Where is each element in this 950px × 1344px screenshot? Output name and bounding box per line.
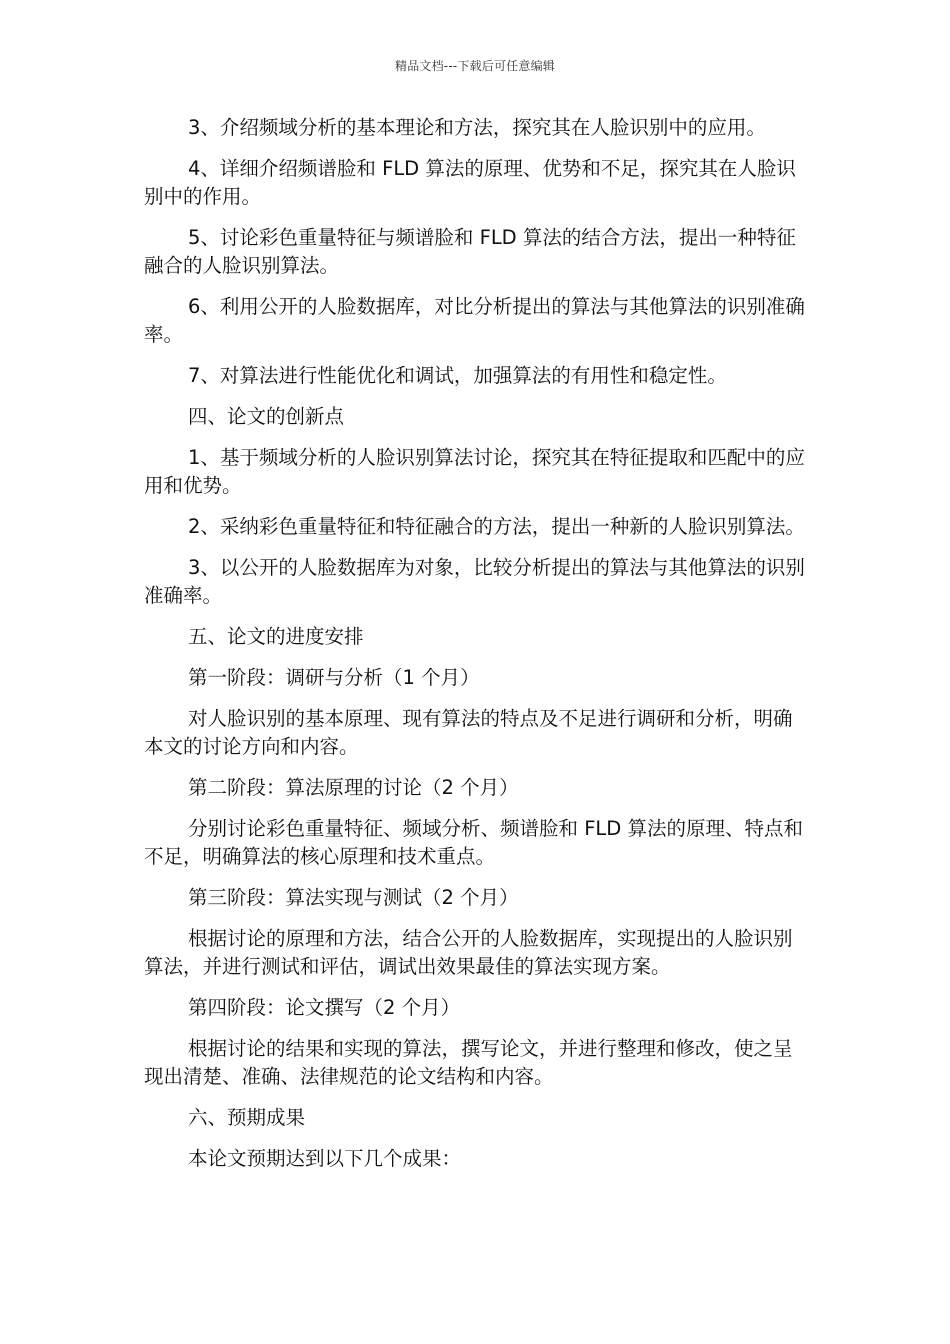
paragraph: 6、利用公开的人脸数据库，对比分析提出的算法与其他算法的识别准确率。: [144, 295, 805, 346]
stage-heading: 第四阶段：论文撰写（2 个月）: [188, 996, 461, 1019]
paragraph: 4、详细介绍频谱脸和 FLD 算法的原理、优势和不足，探究其在人脸识别中的作用。: [144, 157, 796, 208]
paragraph: 本论文预期达到以下几个成果：: [188, 1147, 462, 1170]
paragraph: 3、介绍频域分析的基本理论和方法，探究其在人脸识别中的应用。: [188, 116, 766, 139]
document-body: [144, 114, 808, 1186]
stage-heading: 第三阶段：算法实现与测试（2 个月）: [188, 886, 519, 909]
paragraph: 7、对算法进行性能优化和调试，加强算法的有用性和稳定性。: [188, 364, 727, 387]
paragraph: 1、基于频域分析的人脸识别算法讨论，探究其在特征提取和匹配中的应用和优势。: [144, 446, 805, 497]
paragraph: 2、采纳彩色重量特征和特征融合的方法，提出一种新的人脸识别算法。: [188, 515, 805, 538]
stage-heading: 第一阶段：调研与分析（1 个月）: [188, 666, 480, 689]
section-heading: 六、预期成果: [188, 1106, 306, 1129]
paragraph: 分别讨论彩色重量特征、频域分析、频谱脸和 FLD 算法的原理、特点和不足，明确算法的核心原理和技术重点。: [144, 817, 803, 868]
section-heading: 四、论文的创新点: [188, 405, 345, 428]
paragraph: 根据讨论的结果和实现的算法，撰写论文，并进行整理和修改，使之呈现出清楚、准确、法律规范的论文结构和内容。: [144, 1037, 793, 1088]
paragraph: 5、讨论彩色重量特征与频谱脸和 FLD 算法的结合方法，提出一种特征融合的人脸识别算法。: [144, 226, 796, 277]
paragraph: 对人脸识别的基本原理、现有算法的特点及不足进行调研和分析，明确本文的讨论方向和内容。: [144, 707, 793, 758]
page-header: 精品文档---下载后可任意编辑: [395, 59, 555, 73]
section-heading: 五、论文的进度安排: [188, 625, 364, 648]
stage-heading: 第二阶段：算法原理的讨论（2 个月）: [188, 776, 519, 799]
paragraph: 根据讨论的原理和方法，结合公开的人脸数据库，实现提出的人脸识别算法，并进行测试和评估，调试出效果最佳的算法实现方案。: [144, 927, 793, 978]
paragraph: 3、以公开的人脸数据库为对象，比较分析提出的算法与其他算法的识别准确率。: [144, 556, 805, 607]
